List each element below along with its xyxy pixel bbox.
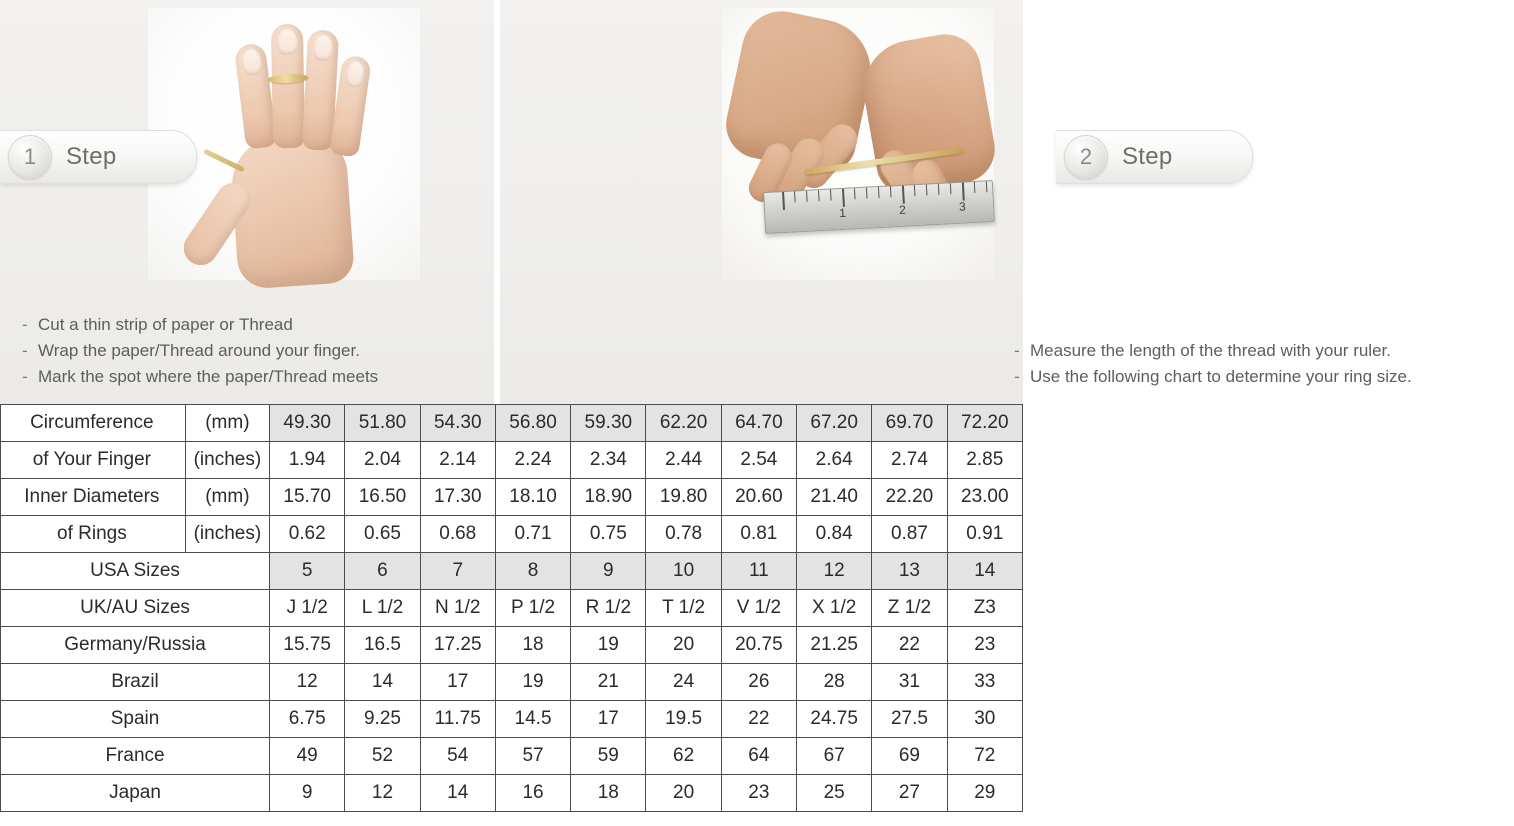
cell: 11 (721, 553, 796, 590)
table-row (1, 405, 1023, 442)
row-unit-mm: (mm) (185, 479, 269, 516)
instruction-text: Measure the length of the thread with your ruler. (1030, 341, 1391, 360)
cell: 31 (872, 664, 947, 701)
ruler-tick-label: 2 (898, 202, 907, 217)
cell: 11.75 (420, 701, 495, 738)
step-label-2: Step (1122, 143, 1173, 170)
cell: 14 (345, 664, 420, 701)
cell: 5 (270, 553, 345, 590)
cell: 17.30 (420, 479, 495, 516)
table-row (1, 701, 1023, 738)
cell: 24.75 (797, 701, 872, 738)
instruction-text: Mark the spot where the paper/Thread meets (38, 367, 379, 386)
cell: 9.25 (345, 701, 420, 738)
bullet-dash-icon: - (22, 315, 28, 334)
instruction-text: Cut a thin strip of paper or Thread (38, 315, 293, 334)
cell: 2.34 (571, 442, 646, 479)
ruler-tick-label: 3 (958, 199, 967, 214)
cell: 0.71 (495, 516, 570, 553)
table-row (1, 627, 1023, 664)
cell: 0.81 (721, 516, 796, 553)
cell: 0.75 (571, 516, 646, 553)
fingernail (312, 35, 333, 62)
cell: 27 (872, 775, 947, 812)
cell: 14 (420, 775, 495, 812)
cell: 20 (646, 775, 721, 812)
cell: 27.5 (872, 701, 947, 738)
cell: 57 (495, 738, 570, 775)
cell: 15.75 (270, 627, 345, 664)
cell: Z3 (947, 590, 1022, 627)
cell: 19 (571, 627, 646, 664)
cell: 19 (495, 664, 570, 701)
cell: 25 (797, 775, 872, 812)
cell: T 1/2 (646, 590, 721, 627)
bullet-dash-icon: - (22, 367, 28, 386)
step-badge-2 (1056, 130, 1253, 184)
row-label-germany-russia: Germany/Russia (1, 627, 270, 664)
table-row (1, 553, 1023, 590)
cell: 2.44 (646, 442, 721, 479)
palm-shape (229, 132, 355, 290)
cell: 17 (571, 701, 646, 738)
cell: 0.68 (420, 516, 495, 553)
cell: 19.5 (646, 701, 721, 738)
cell: 72 (947, 738, 1022, 775)
row-label-spain: Spain (1, 701, 270, 738)
cell: 7 (420, 553, 495, 590)
cell: 18.90 (571, 479, 646, 516)
bullet-dash-icon: - (22, 341, 28, 360)
cell: 2.54 (721, 442, 796, 479)
cell: 21.40 (797, 479, 872, 516)
step-1-instructions (22, 312, 482, 390)
cell: 2.14 (420, 442, 495, 479)
cell: 33 (947, 664, 1022, 701)
cell: 21.25 (797, 627, 872, 664)
cell: 2.64 (797, 442, 872, 479)
cell: 69.70 (872, 405, 947, 442)
row-label-diameter-line1: Inner Diameters (1, 479, 186, 516)
cell: 0.87 (872, 516, 947, 553)
cell: 9 (571, 553, 646, 590)
cell: 21 (571, 664, 646, 701)
cell: 54.30 (420, 405, 495, 442)
cell: 29 (947, 775, 1022, 812)
cell: 14.5 (495, 701, 570, 738)
step-label-1: Step (66, 143, 117, 170)
ruler-tick-label: 1 (838, 205, 847, 221)
cell: 12 (345, 775, 420, 812)
cell: 54 (420, 738, 495, 775)
cell: 22.20 (872, 479, 947, 516)
table-row (1, 775, 1023, 812)
cell: P 1/2 (495, 590, 570, 627)
finger-middle (271, 24, 305, 149)
bullet-dash-icon: - (1014, 341, 1020, 360)
step-number-1: 1 (8, 135, 52, 179)
row-label-circumference-line2: of Your Finger (1, 442, 186, 479)
cell: 62 (646, 738, 721, 775)
row-unit-mm: (mm) (185, 405, 269, 442)
row-label-brazil: Brazil (1, 664, 270, 701)
cell: 56.80 (495, 405, 570, 442)
cell: 0.62 (270, 516, 345, 553)
cell: 15.70 (270, 479, 345, 516)
cell: Z 1/2 (872, 590, 947, 627)
cell: 1.94 (270, 442, 345, 479)
cell: 0.84 (797, 516, 872, 553)
cell: 2.24 (495, 442, 570, 479)
cell: 12 (270, 664, 345, 701)
cell: 2.85 (947, 442, 1022, 479)
row-unit-inches: (inches) (185, 442, 269, 479)
cell: 20.60 (721, 479, 796, 516)
cell: 26 (721, 664, 796, 701)
cell: 16 (495, 775, 570, 812)
cell: 59.30 (571, 405, 646, 442)
table-row (1, 442, 1023, 479)
cell: 17 (420, 664, 495, 701)
instruction-line (22, 338, 482, 364)
table-row (1, 664, 1023, 701)
cell: 8 (495, 553, 570, 590)
cell: 6.75 (270, 701, 345, 738)
cell: 67 (797, 738, 872, 775)
cell: 17.25 (420, 627, 495, 664)
cell: 30 (947, 701, 1022, 738)
table-row (1, 479, 1023, 516)
step-2-instructions (1014, 338, 1514, 390)
bullet-dash-icon: - (1014, 367, 1020, 386)
cell: 22 (721, 701, 796, 738)
cell: 19.80 (646, 479, 721, 516)
cell: X 1/2 (797, 590, 872, 627)
instruction-line (22, 312, 482, 338)
cell: 22 (872, 627, 947, 664)
row-label-usa-sizes: USA Sizes (1, 553, 270, 590)
cell: 72.20 (947, 405, 1022, 442)
cell: 23 (947, 627, 1022, 664)
cell: 64 (721, 738, 796, 775)
row-label-japan: Japan (1, 775, 270, 812)
cell: 49 (270, 738, 345, 775)
row-label-uk-au-sizes: UK/AU Sizes (1, 590, 270, 627)
fingernail (344, 60, 365, 88)
cell: R 1/2 (571, 590, 646, 627)
instruction-line (1014, 338, 1514, 364)
cell: 49.30 (270, 405, 345, 442)
cell: 0.65 (345, 516, 420, 553)
cell: 0.91 (947, 516, 1022, 553)
cell: 51.80 (345, 405, 420, 442)
cell: 10 (646, 553, 721, 590)
cell: 14 (947, 553, 1022, 590)
cell: 2.04 (345, 442, 420, 479)
instruction-text: Wrap the paper/Thread around your finger. (38, 341, 360, 360)
instruction-text: Use the following chart to determine your ring size. (1030, 367, 1412, 386)
steps-section (0, 0, 1412, 404)
ring-size-chart-table (0, 404, 1023, 812)
cell: 23.00 (947, 479, 1022, 516)
cell: 67.20 (797, 405, 872, 442)
cell: 18 (495, 627, 570, 664)
step-number-2: 2 (1064, 135, 1108, 179)
cell: 18 (571, 775, 646, 812)
cell: 6 (345, 553, 420, 590)
cell: 23 (721, 775, 796, 812)
cell: 18.10 (495, 479, 570, 516)
cell: 12 (797, 553, 872, 590)
row-label-diameter-line2: of Rings (1, 516, 186, 553)
cell: 20 (646, 627, 721, 664)
cell: 16.5 (345, 627, 420, 664)
step-badge-1 (0, 130, 197, 184)
cell: 52 (345, 738, 420, 775)
instruction-line (1014, 364, 1514, 390)
fingernail (277, 29, 297, 55)
cell: V 1/2 (721, 590, 796, 627)
cell: 9 (270, 775, 345, 812)
fingernail (240, 48, 262, 76)
table-row (1, 738, 1023, 775)
step-panel-2 (500, 0, 1412, 404)
cell: 2.74 (872, 442, 947, 479)
cell: 62.20 (646, 405, 721, 442)
cell: 69 (872, 738, 947, 775)
cell: J 1/2 (270, 590, 345, 627)
row-unit-inches: (inches) (185, 516, 269, 553)
cell: L 1/2 (345, 590, 420, 627)
cell: N 1/2 (420, 590, 495, 627)
table-row (1, 590, 1023, 627)
row-label-france: France (1, 738, 270, 775)
cell: 24 (646, 664, 721, 701)
cell: 20.75 (721, 627, 796, 664)
table-row (1, 516, 1023, 553)
instruction-line (22, 364, 482, 390)
cell: 16.50 (345, 479, 420, 516)
cell: 0.78 (646, 516, 721, 553)
cell: 28 (797, 664, 872, 701)
hands-measuring-thread-with-ruler-photo (722, 8, 994, 280)
step-panel-1 (0, 0, 494, 404)
cell: 13 (872, 553, 947, 590)
row-label-circumference-line1: Circumference (1, 405, 186, 442)
cell: 64.70 (721, 405, 796, 442)
cell: 59 (571, 738, 646, 775)
